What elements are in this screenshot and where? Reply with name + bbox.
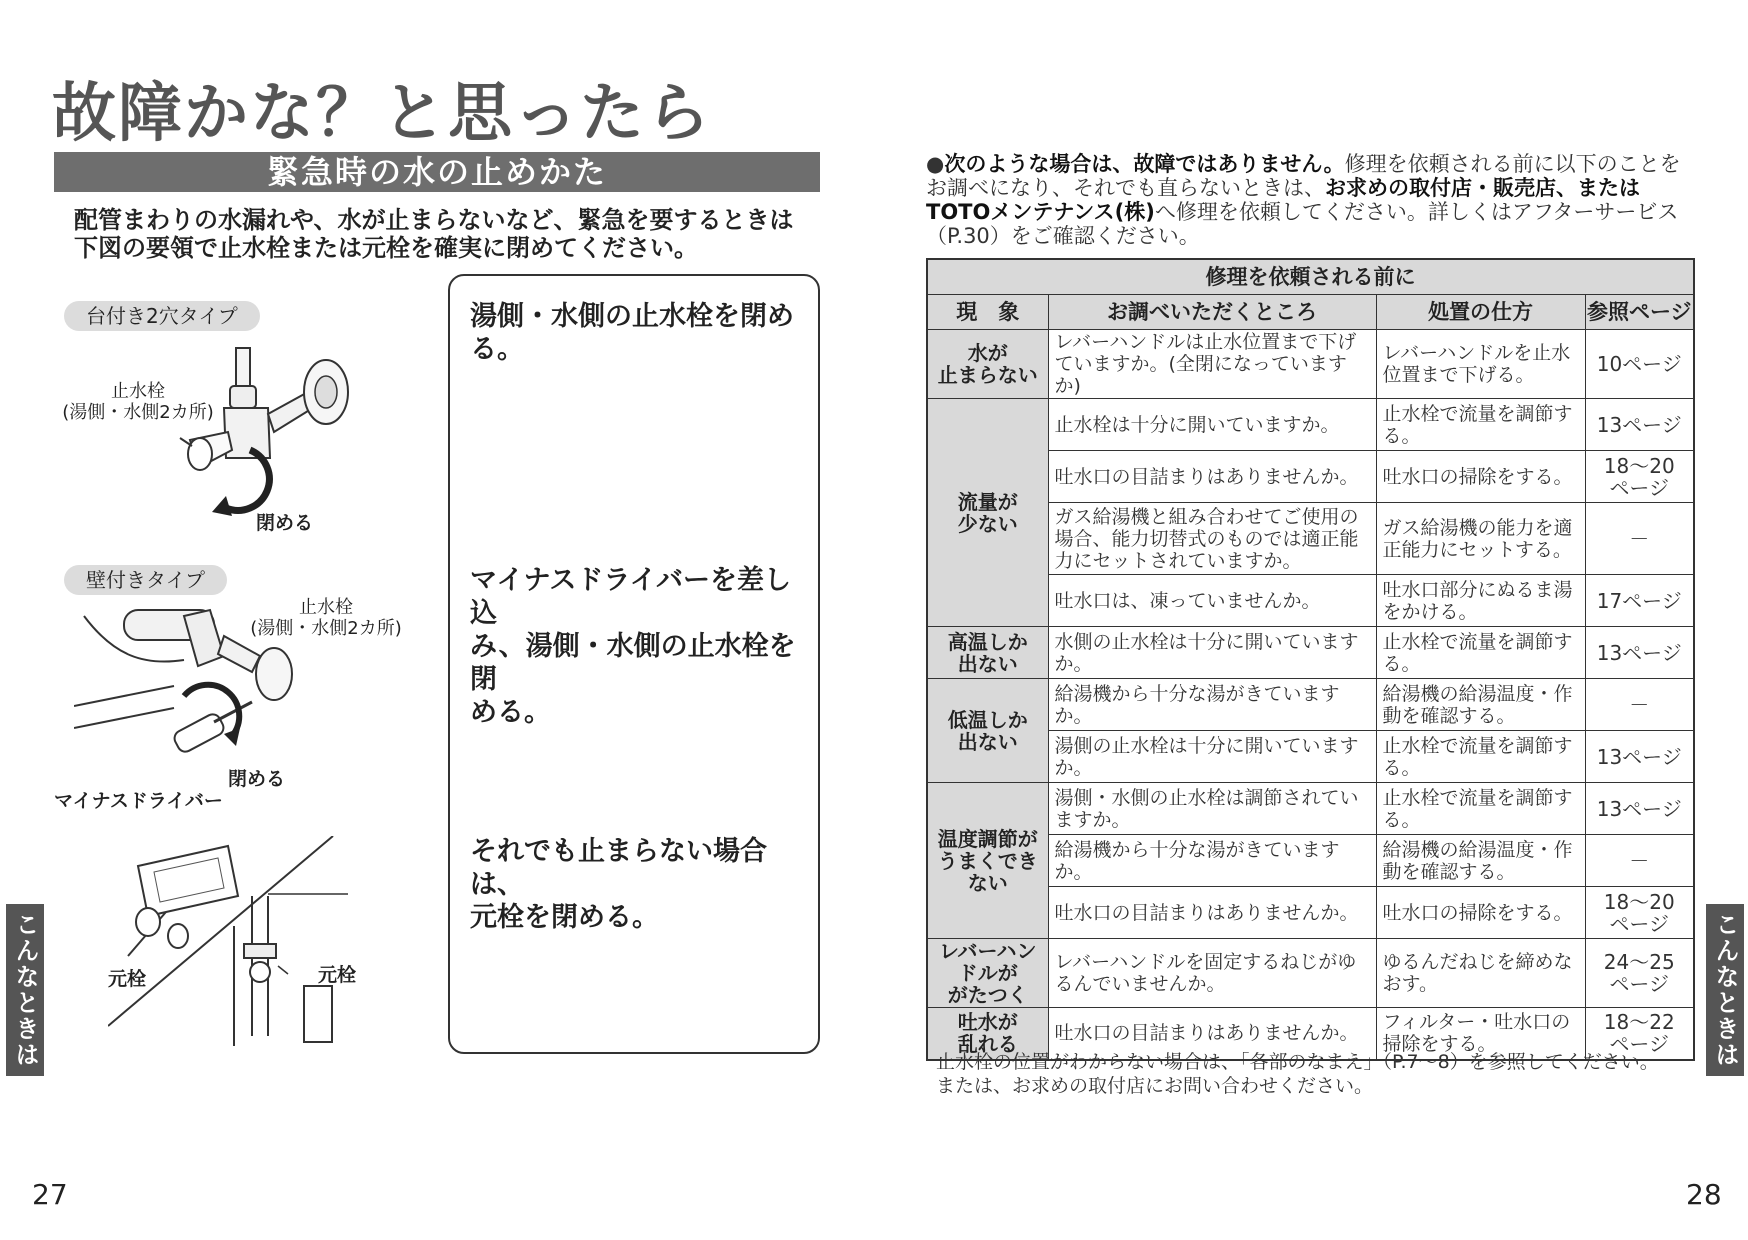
check-cell: レバーハンドルは止水位置まで下げていますか。(全閉になっていますか) [1048, 330, 1376, 399]
action-cell: 給湯機の給湯温度・作動を確認する。 [1376, 835, 1585, 887]
action-cell: 止水栓で流量を調節する。 [1376, 731, 1585, 783]
notice-text [926, 152, 1696, 248]
action-cell: ガス給湯機の能力を適正能力にセットする。 [1376, 503, 1585, 575]
type1-label: 台付き2穴タイプ [64, 301, 260, 331]
reference-cell [1585, 451, 1694, 503]
header-symptom: 現 象 [927, 295, 1048, 330]
side-tab-left: こんなときは [6, 904, 44, 1076]
step-line: マイナスドライバーを差し込 [470, 565, 792, 629]
table-row [927, 399, 1694, 451]
action-cell: 給湯機の給湯温度・作動を確認する。 [1376, 679, 1585, 731]
step-line: める。 [470, 697, 551, 728]
check-cell: 止水栓は十分に開いていますか。 [1048, 399, 1376, 451]
check-cell: 水側の止水栓は十分に開いていますか。 [1048, 627, 1376, 679]
symptom-line: 高温しか [947, 629, 1028, 654]
symptom-line: 流量が [957, 489, 1018, 514]
table-caption: 修理を依頼される前に [927, 259, 1694, 295]
action-cell: フィルター・吐水口の掃除をする。 [1376, 1008, 1585, 1060]
notice-bold-2: お求めの取付店・販売店、またはTOTOメンテナンス(株) [926, 176, 1640, 224]
reference-line: ページ [1609, 1032, 1670, 1057]
reference-line: 13ページ [1596, 412, 1682, 437]
symptom-line: 温度調節が [937, 826, 1038, 851]
symptom-line: 出ない [957, 729, 1018, 754]
action-cell: ゆるんだねじを締めなおす。 [1376, 939, 1585, 1008]
table-row [927, 783, 1694, 835]
check-cell: 吐水口の目詰まりはありませんか。 [1048, 451, 1376, 503]
symptom-line: 低温しか [947, 707, 1028, 732]
intro-text [74, 206, 834, 262]
type2-close-label: 閉める [228, 768, 286, 790]
action-cell: 吐水口の掃除をする。 [1376, 451, 1585, 503]
bullet: ● [926, 152, 945, 176]
symptom-cell [927, 939, 1048, 1008]
check-cell: 吐水口の目詰まりはありませんか。 [1048, 887, 1376, 939]
check-cell: 給湯機から十分な湯がきていますか。 [1048, 679, 1376, 731]
driver-label: マイナスドライバー [54, 790, 223, 812]
header-ref: 参照ページ [1585, 295, 1694, 330]
table-row [927, 939, 1694, 1008]
header-check: お調べいただくところ [1048, 295, 1376, 330]
reference-cell [1585, 399, 1694, 451]
reference-line: 18～20 [1603, 453, 1675, 478]
notice-text-2: へ修理を依頼してください。詳しくはアフターサービス（P.30）をご確認ください。 [926, 200, 1679, 248]
symptom-cell [927, 783, 1048, 939]
reference-line: － [1629, 692, 1650, 717]
check-cell: 湯側・水側の止水栓は調節されていますか。 [1048, 783, 1376, 835]
symptom-line: 水が [967, 341, 1008, 365]
reference-line: 10ページ [1596, 352, 1682, 376]
intro-line: 下図の要領で止水栓または元栓を確実に閉めてください。 [74, 234, 698, 262]
check-cell: レバーハンドルを固定するねじがゆるんでいませんか。 [1048, 939, 1376, 1008]
reference-cell [1585, 887, 1694, 939]
reference-line: ページ [1609, 911, 1670, 936]
reference-line: 17ページ [1596, 588, 1682, 613]
reference-cell [1585, 627, 1694, 679]
symptom-line: ない [967, 870, 1008, 895]
page-title: 故障かな？と思ったら [52, 77, 712, 151]
reference-cell [1585, 679, 1694, 731]
reference-cell [1585, 731, 1694, 783]
type1-close-label: 閉める [256, 512, 314, 534]
reference-line: ページ [1609, 972, 1670, 996]
table-row [927, 330, 1694, 399]
symptom-line: 少ない [957, 511, 1018, 536]
check-cell: 吐水口は、凍っていませんか。 [1048, 575, 1376, 627]
reference-cell [1585, 835, 1694, 887]
reference-line: 13ページ [1596, 640, 1682, 665]
action-cell: 止水栓で流量を調節する。 [1376, 627, 1585, 679]
main-valve-illustration [108, 836, 358, 1046]
reference-line: 18～22 [1603, 1010, 1675, 1035]
callout-line: 止水栓 [299, 597, 353, 618]
callout-line: 止水栓 [111, 381, 165, 402]
check-cell: 湯側の止水栓は十分に開いていますか。 [1048, 731, 1376, 783]
reference-cell [1585, 939, 1694, 1008]
reference-cell [1585, 330, 1694, 399]
table-row [927, 679, 1694, 731]
step-2 [470, 564, 815, 729]
action-cell: 吐水口の掃除をする。 [1376, 887, 1585, 939]
step-1 [470, 300, 815, 366]
page-number-right: 28 [1686, 1178, 1722, 1211]
reference-line: ページ [1609, 475, 1670, 500]
reference-cell [1585, 575, 1694, 627]
step-line: 湯側・水側の止水栓を閉める。 [470, 301, 794, 365]
check-cell: ガス給湯機と組み合わせてご使用の場合、能力切替式のものでは適正能力にセットされていますか。 [1048, 503, 1376, 575]
step-line: み、湯側・水側の止水栓を閉 [470, 631, 796, 695]
symptom-cell [927, 679, 1048, 783]
symptom-line: 吐水が [957, 1010, 1018, 1035]
symptom-line: レバーハンドルが [938, 939, 1037, 985]
troubleshooting-table [926, 258, 1695, 1061]
check-cell: 給湯機から十分な湯がきていますか。 [1048, 835, 1376, 887]
intro-line: 配管まわりの水漏れや、水が止まらないなど、緊急を要するときは [74, 206, 794, 234]
symptom-line: 止まらない [937, 363, 1038, 387]
footnote-line: または、お求めの取付店にお問い合わせください。 [936, 1075, 1374, 1097]
symptom-cell [927, 627, 1048, 679]
table-body [927, 330, 1694, 1060]
table-header-row [927, 295, 1694, 330]
symptom-cell [927, 399, 1048, 627]
callout-line: (湯側・水側2カ所) [250, 618, 402, 639]
reference-line: － [1629, 848, 1650, 873]
step-line: それでも止まらない場合は、 [470, 836, 767, 900]
reference-line: 13ページ [1596, 744, 1682, 769]
notice-text-1: 修理を依頼される前に以下のことをお調べになり、それでも直らないときは、 [926, 152, 1681, 200]
symptom-line: 乱れる [957, 1032, 1018, 1057]
step-line: 元栓を閉める。 [470, 902, 659, 933]
section-title: 緊急時の水の止めかた [54, 152, 820, 192]
reference-line: 24～25 [1603, 950, 1675, 974]
table-row [927, 627, 1694, 679]
page-number-left: 27 [32, 1178, 68, 1211]
symptom-line: 出ない [957, 651, 1018, 676]
action-cell: 吐水口部分にぬるま湯をかける。 [1376, 575, 1585, 627]
action-cell: 止水栓で流量を調節する。 [1376, 783, 1585, 835]
tap-illustration-2 [74, 596, 334, 796]
main-valve-label-1: 元栓 [108, 968, 147, 990]
header-action: 処置の仕方 [1376, 295, 1585, 330]
notice-bold-1: 次のような場合は、故障ではありません。 [944, 152, 1345, 176]
tap-illustration-1 [150, 340, 380, 520]
symptom-line: うまくでき [937, 848, 1038, 873]
reference-line: 18～20 [1603, 889, 1675, 914]
reference-cell [1585, 783, 1694, 835]
type2-label: 壁付きタイプ [64, 565, 227, 595]
footnote-line: 止水栓の位置がわからない場合は、「各部のなまえ」（P.7～8）を参照してください。 [936, 1051, 1659, 1073]
action-cell: レバーハンドルを止水位置まで下げる。 [1376, 330, 1585, 399]
footnote [936, 1050, 1716, 1098]
symptom-line: がたつく [947, 983, 1028, 1007]
reference-line: － [1629, 526, 1650, 551]
main-valve-label-2: 元栓 [318, 964, 357, 986]
reference-cell [1585, 503, 1694, 575]
symptom-cell [927, 330, 1048, 399]
callout-line: (湯側・水側2カ所) [62, 402, 214, 423]
reference-line: 13ページ [1596, 796, 1682, 821]
check-cell: 吐水口の目詰まりはありませんか。 [1048, 1008, 1376, 1060]
action-cell: 止水栓で流量を調節する。 [1376, 399, 1585, 451]
side-tab-right: こんなときは [1706, 904, 1744, 1076]
step-3 [470, 835, 815, 934]
